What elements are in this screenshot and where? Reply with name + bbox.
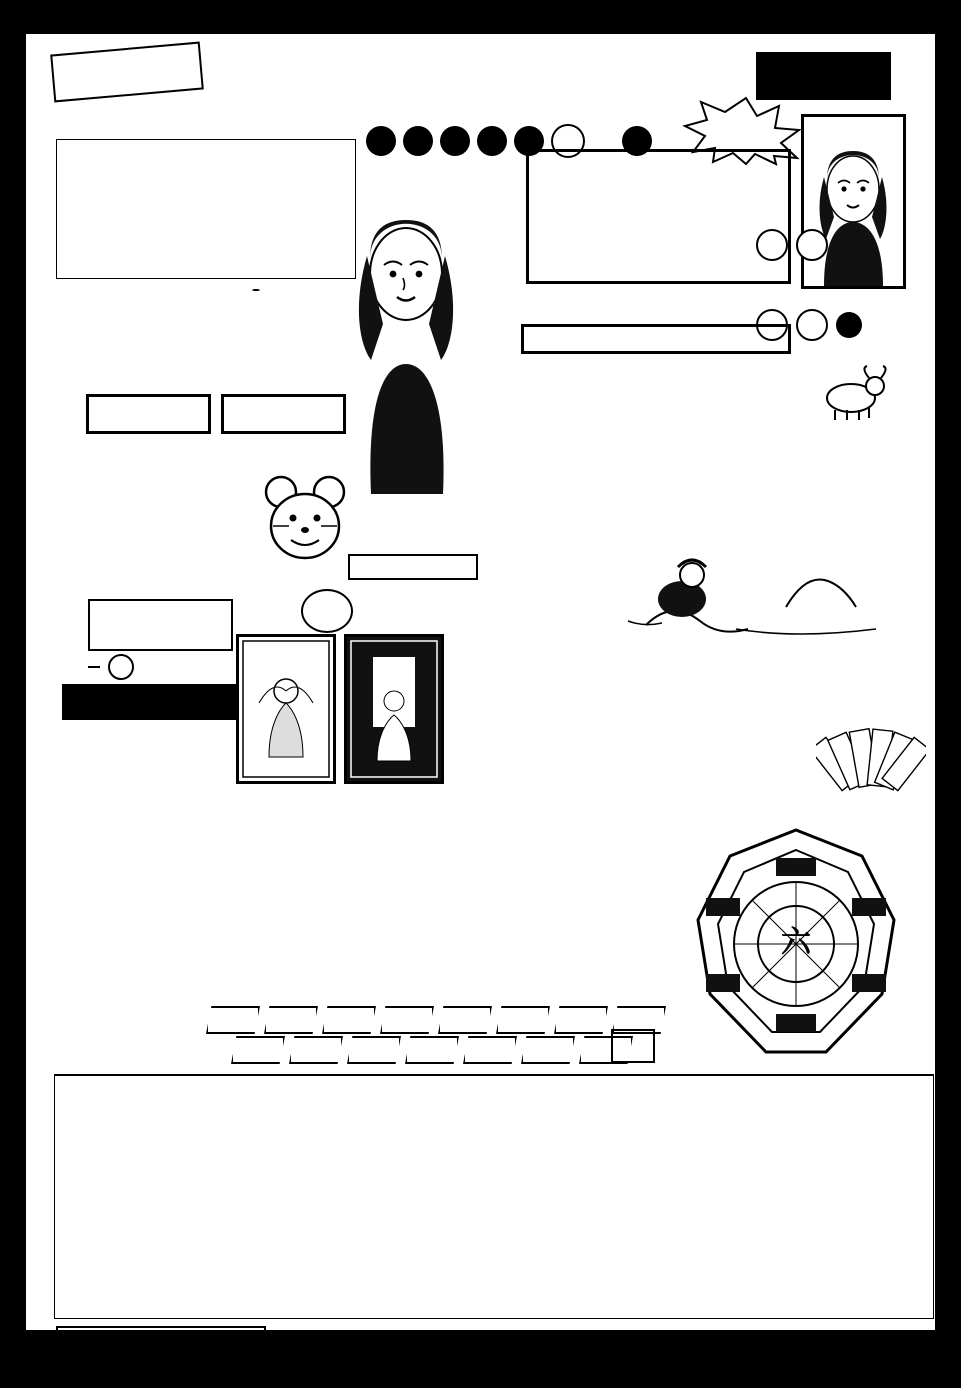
zodiac-cell	[554, 1006, 608, 1034]
zodiac-cell	[405, 1036, 459, 1064]
lucky-wheel	[676, 824, 916, 1074]
right-num	[796, 229, 828, 261]
stamp-line1	[57, 46, 194, 58]
tarot-card-temperance	[236, 634, 336, 784]
top-border	[0, 0, 961, 34]
zodiac-cell	[264, 1006, 318, 1034]
side-issue-line1	[35, 276, 137, 317]
even-number-header	[221, 394, 346, 434]
zodiac-row-1	[206, 1006, 666, 1034]
intro-box	[56, 139, 356, 279]
draw-ball	[440, 126, 470, 156]
card-fan-illustration	[816, 714, 926, 804]
tarot-title	[62, 684, 252, 720]
svg-text:六: 六	[781, 925, 811, 960]
right-vertical-note	[498, 154, 524, 274]
lady-illustration	[331, 164, 481, 494]
zodiac-banner	[56, 824, 656, 866]
zodiac-cell	[496, 1006, 550, 1034]
zodiac-cell	[289, 1036, 343, 1064]
right-num	[796, 309, 828, 341]
center-code	[348, 554, 478, 580]
right-num	[756, 229, 788, 261]
history-table-body	[55, 1075, 933, 1076]
poem-send	[88, 654, 134, 680]
draw-ball	[477, 126, 507, 156]
lucky-stamp	[50, 42, 204, 103]
zodiac-cell	[463, 1036, 517, 1064]
zodiac-cell	[206, 1006, 260, 1034]
content-area	[26, 34, 935, 1330]
right-border	[935, 34, 961, 1330]
question-cell	[611, 1029, 655, 1063]
big-number-header	[86, 394, 211, 434]
tarot-card-justice	[344, 634, 444, 784]
zodiac-cell	[322, 1006, 376, 1034]
zodiac-cell	[347, 1036, 401, 1064]
poem-box	[88, 599, 233, 651]
zodiac-cell	[438, 1006, 492, 1034]
dot-matrix	[276, 1082, 926, 1312]
center-circle-number	[301, 589, 353, 633]
right-special-num	[836, 312, 862, 338]
send-label	[88, 666, 100, 668]
corner-banner	[756, 52, 891, 100]
history-table-header	[55, 1075, 933, 1076]
mouse-illustration	[251, 464, 361, 574]
legend-box	[56, 1326, 266, 1372]
right-broadcast-title	[521, 324, 791, 354]
left-border	[0, 34, 26, 1330]
seated-figure-illustration	[586, 529, 886, 649]
zodiac-cell	[380, 1006, 434, 1034]
zodiac-cell	[521, 1036, 575, 1064]
zodiac-row-2	[231, 1036, 633, 1064]
side-issue-line2	[35, 276, 137, 317]
send-num-2	[108, 654, 134, 680]
draw-ball	[366, 126, 396, 156]
tegong-num-circled	[252, 289, 260, 291]
side-issue-label	[35, 276, 167, 391]
right-tip-box	[526, 149, 791, 284]
goat-illustration	[811, 364, 891, 424]
draw-ball	[403, 126, 433, 156]
zodiac-cell	[231, 1036, 285, 1064]
stamp-line2	[57, 46, 194, 58]
